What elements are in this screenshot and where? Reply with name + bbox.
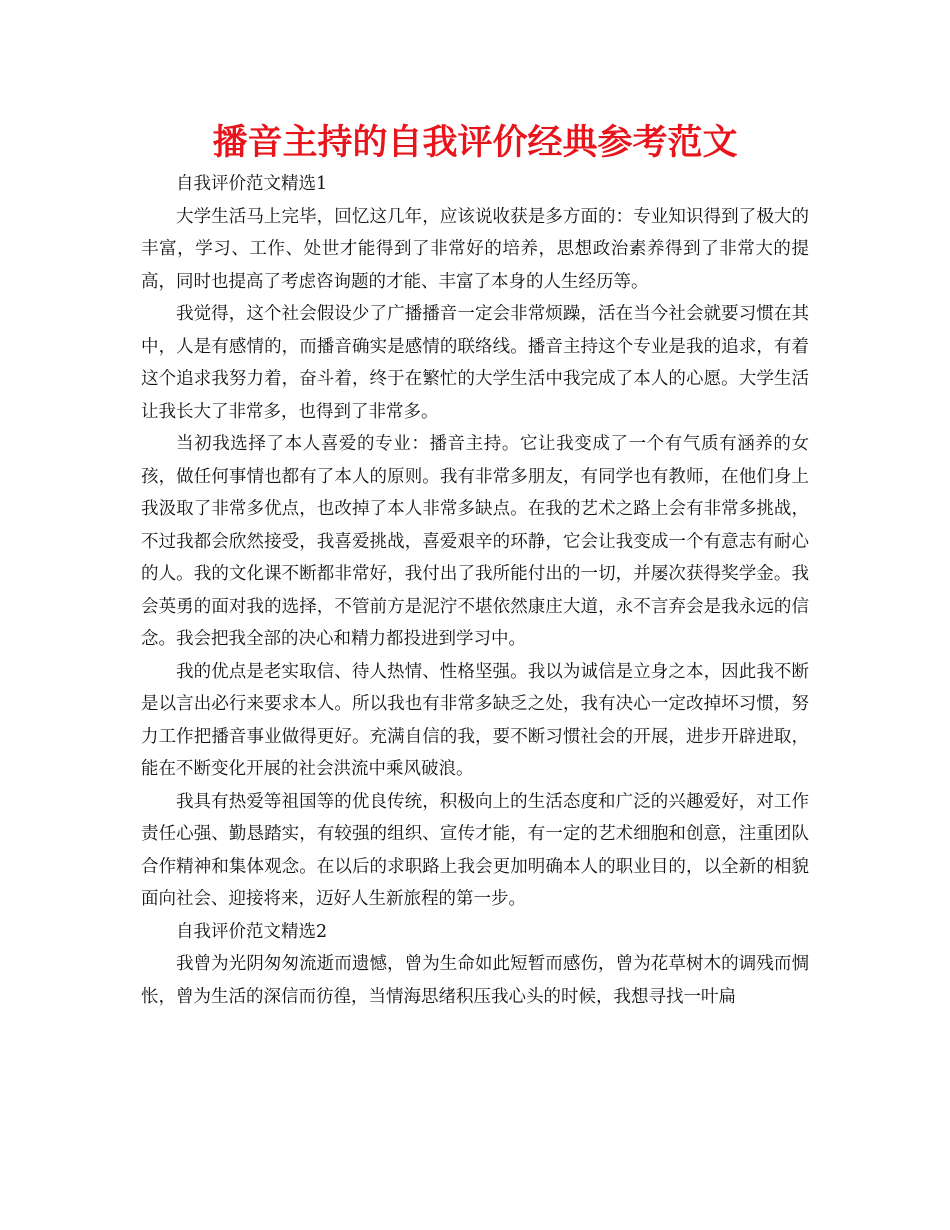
section-heading: 自我评价范文精选2 <box>176 921 328 942</box>
section-heading: 自我评价范文精选1 <box>176 174 328 194</box>
document-body <box>141 168 809 1013</box>
paragraph: 我觉得，这个社会假设少了广播播音一定会非常烦躁，活在当今社会就要习惯在其中，人是有感情的，而播音确实是感情的联络线。播音主持这个专业是我的追求，有着这个追求我努力着，奋斗着，终于在繁忙的大学生活中我完成了本人的心愿。大学生活让我长大了非常多，也得到了非常多。 <box>141 304 809 422</box>
paragraph: 大学生活马上完毕，回忆这几年，应该说收获是多方面的：专业知识得到了极大的丰富，学习、工作、处世才能得到了非常好的培养，思想政治素养得到了非常大的提高，同时也提高了考虑咨询题的才能、丰富了本身的人生经历等。 <box>141 206 809 292</box>
document-title: 播音主持的自我评价经典参考范文 <box>212 123 738 163</box>
paragraph: 我的优点是老实取信、待人热情、性格坚强。我以为诚信是立身之本，因此我不断是以言出必行来要求本人。所以我也有非常多缺乏之处，我有决心一定改掉坏习惯，努力工作把播音事业做得更好。充满自信的我，要不断习惯社会的开展，进步开辟进取，能在不断变化开展的社会洪流中乘风破浪。 <box>141 661 809 779</box>
paragraph: 我具有热爱等祖国等的优良传统，积极向上的生活态度和广泛的兴趣爱好，对工作责任心强、勤恳踏实，有较强的组织、宣传才能，有一定的艺术细胞和创意，注重团队合作精神和集体观念。在以后的求职路上我会更加明确本人的职业目的，以全新的相貌面向社会、迎接将来，迈好人生新旅程的第一步。 <box>141 791 809 909</box>
paragraph: 当初我选择了本人喜爱的专业：播音主持。它让我变成了一个有气质有涵养的女孩，做任何事情也都有了本人的原则。我有非常多朋友，有同学也有教师，在他们身上我汲取了非常多优点，也改掉了本人非常多缺点。在我的艺术之路上会有非常多挑战，不过我都会欣然接受，我喜爱挑战，喜爱艰辛的环静，它会让我变成一个有意志有耐心的人。我的文化课不断都非常好，我付出了我所能付出的一切，并屡次获得奖学金。我会英勇的面对我的选择，不管前方是泥泞不堪依然康庄大道，永不言弃会是我永远的信念。我会把我全部的决心和精力都投进到学习中。 <box>141 434 809 649</box>
paragraph: 我曾为光阴匆匆流逝而遗憾，曾为生命如此短暂而感伤，曾为花草树木的调残而惆怅，曾为生活的深信而彷徨，当情海思绪积压我心头的时候，我想寻找一叶扁 <box>141 954 809 1007</box>
